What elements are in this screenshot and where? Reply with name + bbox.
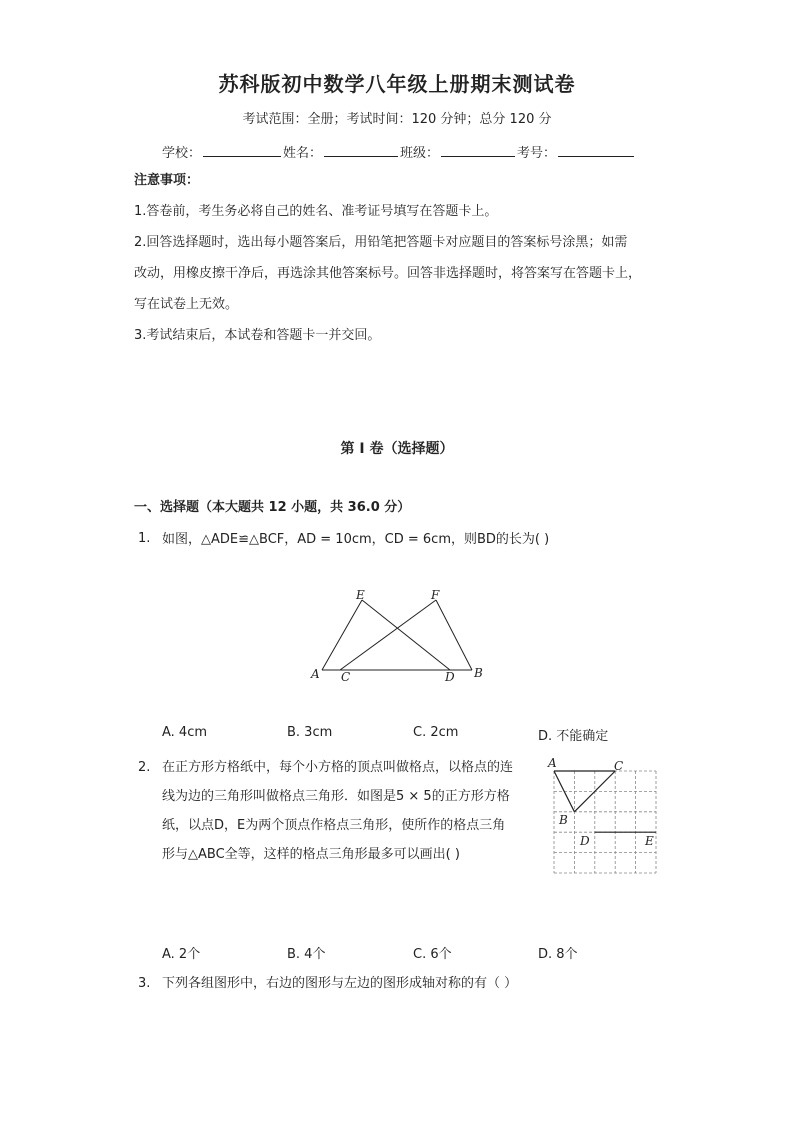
grid-label-a: A <box>548 756 557 770</box>
question-2-choice-c[interactable]: C. 6个 <box>413 947 452 962</box>
exam-subtitle: 考试范围：全册；考试时间：120 分钟；总分 120 分 <box>242 112 552 127</box>
question-1-choice-b[interactable]: B. 3cm <box>287 725 333 740</box>
question-2-line-3: 纸，以点D，E为两个顶点作格点三角形，使所作的格点三角 <box>162 818 506 833</box>
label-a: A <box>311 667 320 681</box>
question-1-choice-d[interactable]: D. 不能确定 <box>538 729 609 744</box>
question-2-number: 2. <box>138 760 151 775</box>
student-info-line <box>162 142 636 161</box>
question-3-text: 下列各组图形中，右边的图形与左边的图形成轴对称的有（ ） <box>162 976 518 991</box>
question-1-choice-a[interactable]: A. 4cm <box>162 725 208 740</box>
label-c: C <box>341 670 351 684</box>
grid-label-e: E <box>645 834 654 848</box>
grid-label-b: B <box>559 813 568 827</box>
question-1-text: 如图，△ADE≌△BCF，AD = 10cm，CD = 6cm，则BD的长为( ) <box>162 532 550 547</box>
segment-fb <box>436 600 472 670</box>
question-1-number: 1. <box>138 531 151 546</box>
question-2-choice-a[interactable]: A. 2个 <box>162 947 201 962</box>
note-item-1: 1.答卷前，考生务必将自己的姓名、准考证号填写在答题卡上。 <box>134 204 498 219</box>
grid-lines <box>554 771 656 873</box>
note-item-2-cont: 改动，用橡皮擦干净后，再选涂其他答案标号。回答非选择题时，将答案写在答题卡上， <box>134 266 642 281</box>
class-label: 班级： <box>400 146 440 161</box>
question-2-line-1: 在正方形方格纸中，每个小方格的顶点叫做格点，以格点的连 <box>162 760 514 775</box>
segment-ed <box>362 600 450 670</box>
name-label: 姓名： <box>283 146 323 161</box>
question-2-line-2: 线为边的三角形叫做格点三角形．如图是5 × 5的正方形方格 <box>162 789 510 804</box>
label-e: E <box>356 588 365 602</box>
segment-ae <box>322 600 362 670</box>
name-blank <box>324 144 398 157</box>
school-blank <box>203 144 281 157</box>
label-b: B <box>474 666 483 680</box>
question-2-line-4: 形与△ABC全等，这样的格点三角形最多可以画出( ) <box>162 847 460 862</box>
grid-label-c: C <box>614 759 624 773</box>
segment-cf <box>340 600 436 670</box>
question-3-number: 3. <box>138 976 151 991</box>
notes-heading: 注意事项： <box>134 173 200 188</box>
note-item-2-end: 写在试卷上无效。 <box>134 297 239 312</box>
page-title: 苏科版初中数学八年级上册期末测试卷 <box>218 72 576 96</box>
number-blank <box>558 144 634 157</box>
question-2-choice-b[interactable]: B. 4个 <box>287 947 326 962</box>
section-title: 第 I 卷（选择题） <box>340 441 454 457</box>
part-title: 一、选择题（本大题共 12 小题，共 36.0 分） <box>134 500 411 515</box>
note-item-3: 3.考试结束后，本试卷和答题卡一并交回。 <box>134 328 381 343</box>
label-f: F <box>431 588 440 602</box>
question-2-choice-d[interactable]: D. 8个 <box>538 947 578 962</box>
class-blank <box>441 144 515 157</box>
label-d: D <box>445 670 455 684</box>
school-label: 学校： <box>162 146 202 161</box>
number-label: 考号： <box>517 146 557 161</box>
question-1-choice-c[interactable]: C. 2cm <box>413 725 459 740</box>
grid-label-d: D <box>580 834 590 848</box>
note-item-2: 2.回答选择题时，选出每小题答案后，用铅笔把答题卡对应题目的答案标号涂黑；如需 <box>134 235 628 250</box>
question-1-figure <box>300 582 500 692</box>
question-2-grid-figure <box>544 756 664 880</box>
